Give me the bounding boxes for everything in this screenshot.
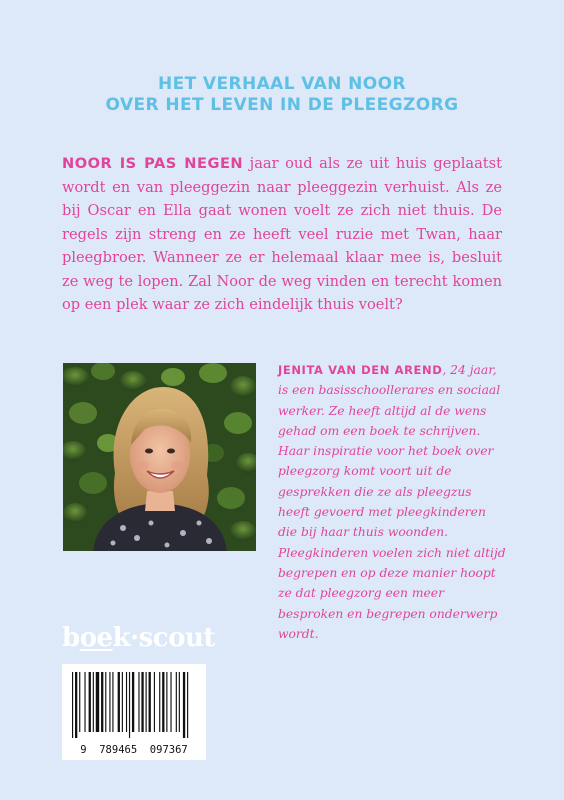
author-photo [63,363,256,551]
logo-part-1: b [62,623,80,653]
book-blurb [62,152,502,317]
author-bio-text: , 24 jaar, is een basisschoollerares en sociaal werker. Ze heeft altijd al de wens gehad om een boek te schrijven. Haar inspiratie voor het boek over pleegzorg komt voort uit de gesprekken die ze als pleegzus heeft gevoerd met pleegkinderen die bij haar thuis woonden. Pleegkinderen voelen zich niet altijd begrepen en op deze manier hoopt ze dat pleegzorg een meer besproken en begrepen onderwerp wordt. [278,363,506,641]
isbn-barcode [62,664,206,760]
author-portrait-image [63,363,256,551]
author-bio [278,360,506,644]
logo-part-3: k·scout [112,623,215,653]
publisher-logo [62,623,215,653]
blurb-lead: NOOR IS PAS NEGEN [62,155,244,172]
isbn-number: 9 789465 097367 [80,744,188,756]
logo-part-2: oe [79,623,113,653]
title-line-1: HET VERHAAL VAN NOOR [157,74,407,94]
blurb-text: jaar oud als ze uit huis geplaatst wordt en van pleeggezin naar pleeggezin verhuist. Als ze bij Oscar en Ella gaat wonen voelt ze zich niet thuis. De regels zijn streng en ze heeft veel ruzie met Twan, haar pleegbroer. Wanneer ze er helemaal klaar mee is, besluit ze weg te lopen. Zal Noor de weg vinden en terecht komen op een plek waar ze zich eindelijk thuis voelt? [62,155,502,313]
title-line-2: OVER HET LEVEN IN DE PLEEGZORG [105,95,459,115]
book-title [0,74,564,116]
author-name: JENITA VAN DEN AREND [278,363,443,377]
barcode-bars [62,664,206,744]
